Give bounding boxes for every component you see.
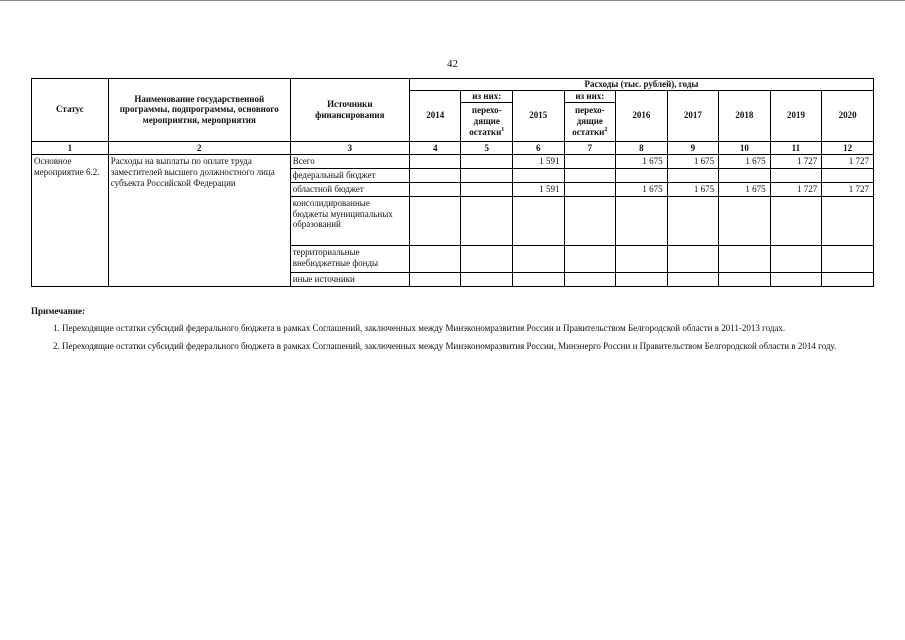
value-cell [513, 169, 565, 183]
value-cell: 1 727 [770, 155, 822, 169]
source-cell: территориальные внебюджетные фонды [290, 245, 409, 272]
value-cell [564, 245, 616, 272]
value-cell [564, 182, 616, 196]
column-number-row [32, 141, 874, 155]
header-year-2018: 2018 [719, 90, 771, 141]
value-cell [719, 245, 771, 272]
table-header [32, 79, 874, 142]
value-cell [461, 155, 513, 169]
value-cell [409, 182, 461, 196]
value-cell [461, 169, 513, 183]
value-cell [667, 169, 719, 183]
value-cell: 1 675 [667, 155, 719, 169]
footnote-mark-2: 2 [604, 126, 608, 133]
column-number: 3 [290, 141, 409, 155]
value-cell [616, 169, 668, 183]
header-year-2014: 2014 [409, 90, 461, 141]
status-cell: Основное мероприятие 6.2. [32, 155, 109, 286]
value-cell [564, 155, 616, 169]
value-cell [409, 169, 461, 183]
value-cell [409, 245, 461, 272]
header-of-them-1: из них: [461, 90, 513, 102]
value-cell: 1 727 [822, 182, 874, 196]
value-cell: 1 591 [513, 155, 565, 169]
value-cell [461, 196, 513, 245]
header-expenses: Расходы (тыс. рублей), годы [409, 79, 873, 91]
column-number: 4 [409, 141, 461, 155]
value-cell [719, 272, 771, 286]
value-cell [461, 182, 513, 196]
note-item-1: 1. Переходящие остатки субсидий федерального бюджета в рамках Соглашений, заключенных между Минэкономразвития России и Правительством Белгородской области в 2011-2013 годах. [53, 323, 786, 334]
value-cell [513, 272, 565, 286]
column-number: 7 [564, 141, 616, 155]
value-cell [461, 245, 513, 272]
header-year-2015: 2015 [513, 90, 565, 141]
value-cell [719, 169, 771, 183]
value-cell [667, 272, 719, 286]
value-cell: 1 675 [719, 155, 771, 169]
value-cell [770, 169, 822, 183]
carryover-label-1: перехо-дящие остатки [469, 105, 502, 137]
carryover-label-2: перехо-дящие остатки [572, 105, 605, 137]
header-year-2016: 2016 [616, 90, 668, 141]
value-cell [822, 169, 874, 183]
value-cell [564, 196, 616, 245]
header-year-2019: 2019 [770, 90, 822, 141]
value-cell: 1 591 [513, 182, 565, 196]
value-cell [461, 272, 513, 286]
page-number: 42 [447, 58, 458, 70]
source-cell: консолидированные бюджеты муниципальных образований [290, 196, 409, 245]
value-cell [409, 196, 461, 245]
header-carryover-2 [564, 102, 616, 141]
value-cell [770, 272, 822, 286]
value-cell [513, 196, 565, 245]
footnote-mark-1: 1 [501, 126, 505, 133]
value-cell [409, 272, 461, 286]
value-cell [616, 196, 668, 245]
notes-title: Примечание: [31, 306, 86, 316]
column-number: 9 [667, 141, 719, 155]
value-cell [564, 169, 616, 183]
value-cell [513, 245, 565, 272]
column-number: 2 [108, 141, 290, 155]
table-row [32, 155, 874, 169]
source-cell: областной бюджет [290, 182, 409, 196]
value-cell: 1 675 [616, 182, 668, 196]
value-cell: 1 675 [719, 182, 771, 196]
header-year-2017: 2017 [667, 90, 719, 141]
header-status: Статус [32, 79, 109, 142]
activity-name-cell: Расходы на выплаты по оплате труда заместителей высшего должностного лица субъекта Российской Федерации [108, 155, 290, 286]
column-number: 12 [822, 141, 874, 155]
column-number: 5 [461, 141, 513, 155]
value-cell [564, 272, 616, 286]
value-cell [719, 196, 771, 245]
value-cell [822, 245, 874, 272]
header-of-them-2: из них: [564, 90, 616, 102]
source-cell: иные источники [290, 272, 409, 286]
value-cell: 1 727 [770, 182, 822, 196]
value-cell [409, 155, 461, 169]
value-cell [770, 245, 822, 272]
header-name: Наименование государственной программы, подпрограммы, основного мероприятия, мероприятия [108, 79, 290, 142]
column-number: 11 [770, 141, 822, 155]
header-carryover-1 [461, 102, 513, 141]
column-number: 10 [719, 141, 771, 155]
notes-section [31, 305, 874, 358]
budget-table [31, 78, 874, 287]
value-cell [822, 196, 874, 245]
value-cell: 1 675 [616, 155, 668, 169]
column-number: 1 [32, 141, 109, 155]
header-sources: Источники финансирования [290, 79, 409, 142]
value-cell [667, 245, 719, 272]
value-cell [770, 196, 822, 245]
value-cell [616, 245, 668, 272]
source-cell: федеральный бюджет [290, 169, 409, 183]
column-number: 6 [513, 141, 565, 155]
value-cell: 1 727 [822, 155, 874, 169]
value-cell [822, 272, 874, 286]
value-cell: 1 675 [667, 182, 719, 196]
column-number: 8 [616, 141, 668, 155]
note-item-2: 2. Переходящие остатки субсидий федерального бюджета в рамках Соглашений, заключенных между Минэкономразвития России, Минэнерго России и Правительством Белгородской области в 2014 году. [53, 341, 837, 352]
header-year-2020: 2020 [822, 90, 874, 141]
value-cell [616, 272, 668, 286]
source-cell: Всего [290, 155, 409, 169]
page-top-edge [0, 0, 905, 3]
value-cell [667, 196, 719, 245]
